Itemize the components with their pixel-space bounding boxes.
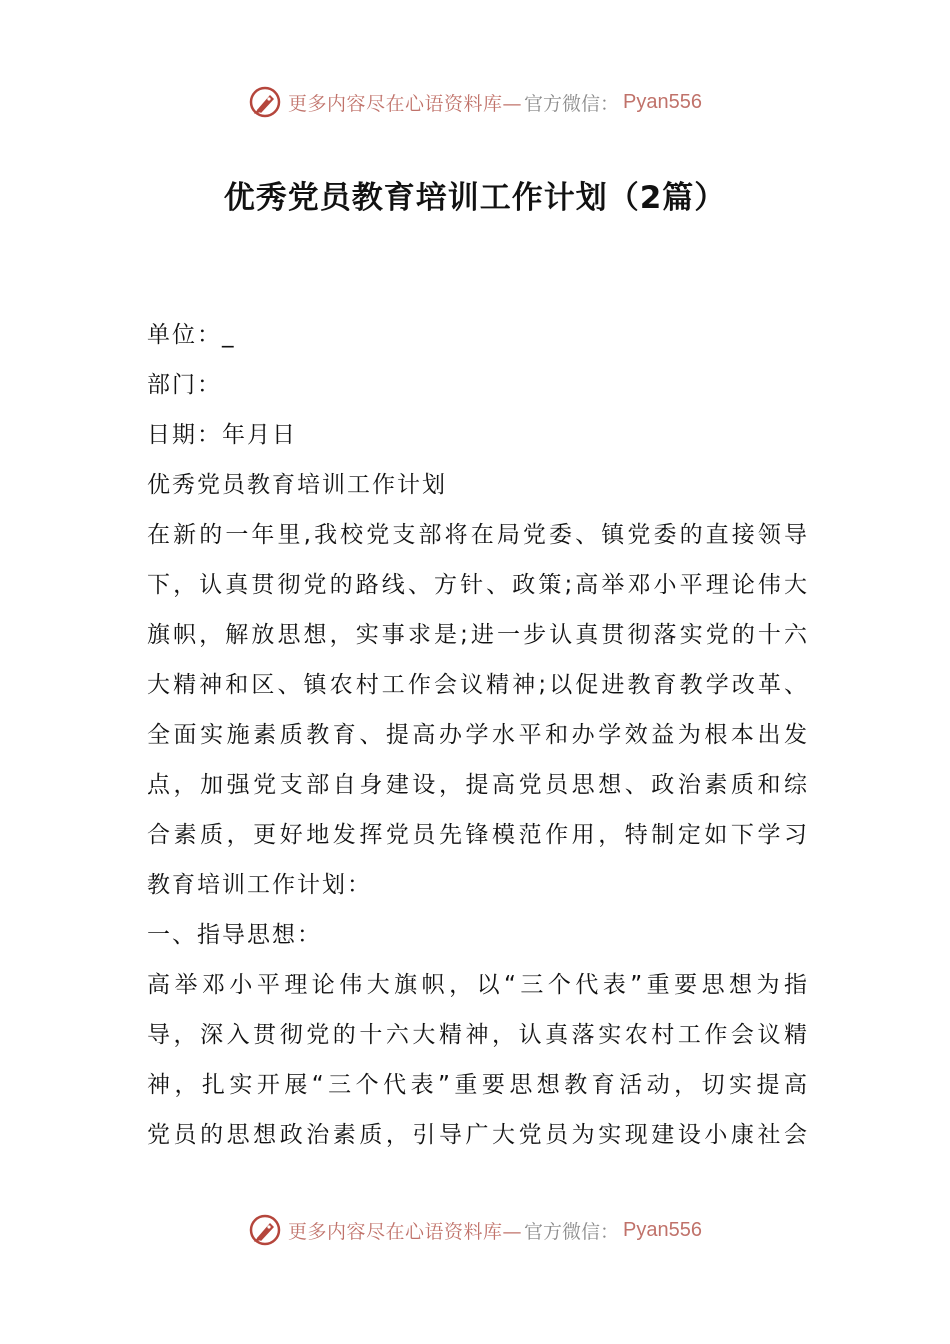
paragraph-line: 点，加强党支部自身建设，提高党员思想、政治素质和综 (147, 772, 807, 798)
intro-paragraph (147, 510, 807, 910)
paragraph-line: 神，扎实开展“三个代表”重要思想教育活动，切实提高 (147, 1072, 807, 1098)
paragraph-line: 下，认真贯彻党的路线、方针、政策;高举邓小平理论伟大 (147, 572, 807, 598)
paragraph-line: 教育培训工作计划： (147, 872, 372, 898)
watermark-wechat-id: Pyan556 (623, 1218, 702, 1241)
watermark-text: 更多内容尽在心语资料库— (288, 92, 523, 115)
pen-nib-logo-icon (248, 1213, 282, 1247)
footer-watermark (0, 1208, 950, 1252)
paragraph-line: 旗帜，解放思想，实事求是;进一步认真贯彻落实党的十六 (147, 622, 807, 648)
paragraph-line: 在新的一年里,我校党支部将在局党委、镇党委的直接领导 (147, 522, 807, 548)
watermark-wechat-label: 官方微信： (524, 92, 620, 115)
document-body (147, 310, 807, 1160)
paragraph-line: 合素质，更好地发挥党员先锋模范作用，特制定如下学习 (147, 822, 807, 848)
section-subtitle: 优秀党员教育培训工作计划 (147, 472, 447, 498)
department-field: 部门： (147, 372, 222, 398)
date-field: 日期：年月日 (147, 422, 297, 448)
unit-field: 单位：_ (147, 322, 236, 348)
document-title: 优秀党员教育培训工作计划（2篇） (223, 180, 727, 216)
section-heading: 一、指导思想： (147, 922, 322, 948)
guiding-paragraph (147, 960, 807, 1160)
paragraph-line: 高举邓小平理论伟大旗帜，以“三个代表”重要思想为指 (147, 972, 807, 998)
paragraph-line: 大精神和区、镇农村工作会议精神;以促进教育教学改革、 (147, 672, 807, 698)
paragraph-line: 党员的思想政治素质，引导广大党员为实现建设小康社会 (147, 1122, 807, 1148)
paragraph-line: 导，深入贯彻党的十六大精神，认真落实农村工作会议精 (147, 1022, 807, 1048)
watermark-text: 更多内容尽在心语资料库— (288, 1220, 523, 1243)
watermark-wechat-id: Pyan556 (623, 90, 702, 113)
paragraph-line: 全面实施素质教育、提高办学水平和办学效益为根本出发 (147, 722, 807, 748)
pen-nib-logo-icon (248, 85, 282, 119)
header-watermark (0, 80, 950, 124)
watermark-wechat-label: 官方微信： (524, 1220, 620, 1243)
